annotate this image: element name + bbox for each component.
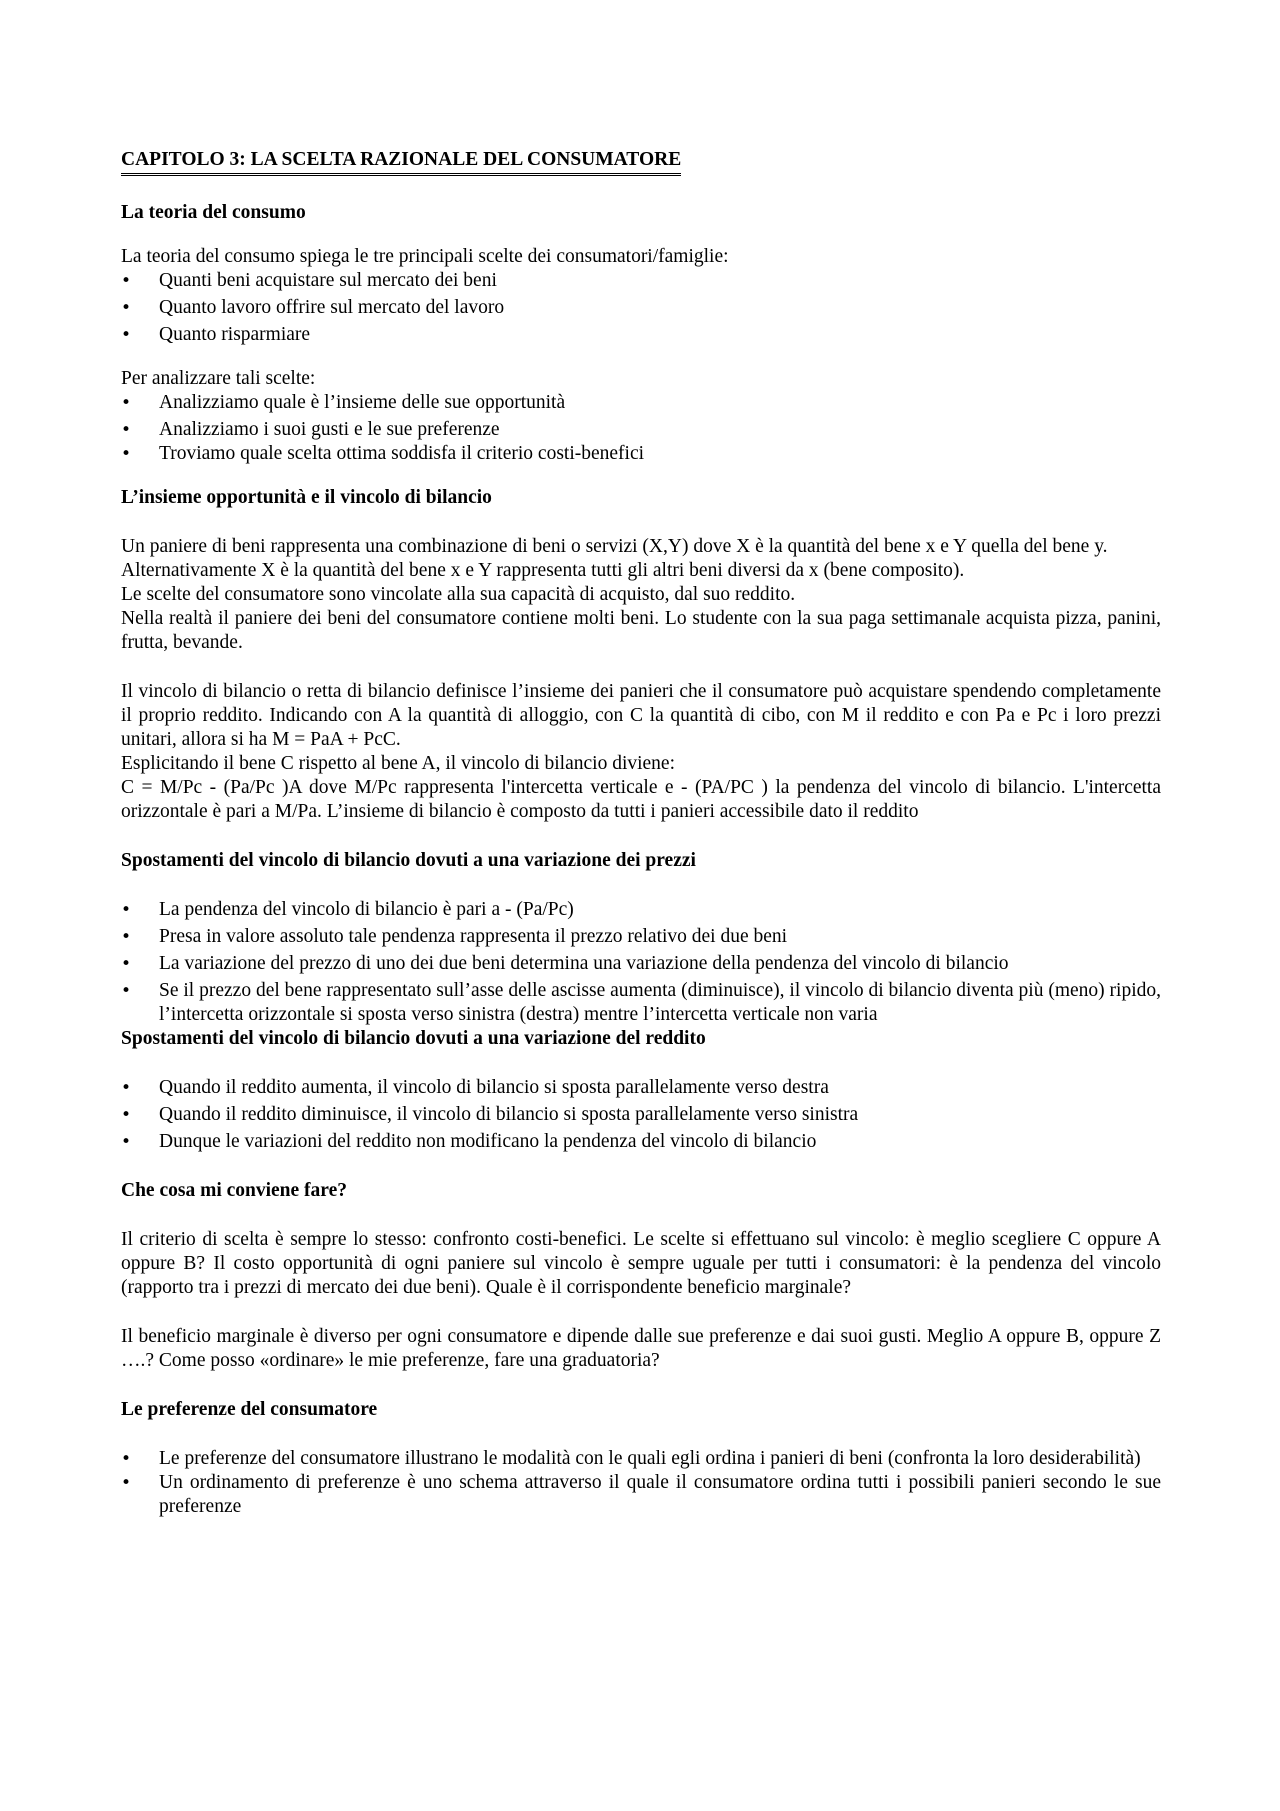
section-heading-preferenze: Le preferenze del consumatore (121, 1399, 378, 1420)
document-body (121, 148, 1161, 1519)
analysis-list (121, 391, 1161, 466)
list-item: • Le preferenze del consumatore illustrano le modalità con le quali egli ordina i panieri di beni (confronta la loro desiderabilità) (121, 1447, 1161, 1471)
list-item: • La variazione del prezzo di uno dei due beni determina una variazione della pendenza del vincolo di bilancio (121, 952, 1161, 976)
prezzi-list (121, 898, 1161, 1027)
list-item: • Quanto risparmiare (121, 323, 1161, 347)
conviene-paragraph-1: Il criterio di scelta è sempre lo stesso: confronto costi-benefici. Le scelte si effettuano sul vincolo: è meglio scegliere C oppure A oppure B? Il costo opportunità di ogni paniere sul vincolo è sempre uguale per tutti i consumatori: è la pendenza del vincolo (rapporto tra i prezzi di mercato dei due beni). Quale è il corrispondente beneficio marginale? (121, 1229, 1161, 1298)
list-item: • Se il prezzo del bene rappresentato sull’asse delle ascisse aumenta (diminuisce), il vincolo di bilancio diventa più (meno) ripido, l’intercetta orizzontale si sposta verso sinistra (destra) mentre l’intercetta verticale non varia (121, 979, 1161, 1027)
list-item: • Presa in valore assoluto tale pendenza rappresenta il prezzo relativo dei due beni (121, 925, 1161, 949)
reddito-list (121, 1076, 1161, 1154)
section-heading-opportunita: L’insieme opportunità e il vincolo di bilancio (121, 487, 492, 508)
preferenze-list (121, 1447, 1161, 1519)
section-heading-reddito: Spostamenti del vincolo di bilancio dovuti a una variazione del reddito (121, 1028, 706, 1049)
conviene-paragraph-2: Il beneficio marginale è diverso per ogni consumatore e dipende dalle sue preferenze e dai suoi gusti. Meglio A oppure B, oppure Z ….? Come posso «ordinare» le mie preferenze, fare una graduatoria? (121, 1326, 1161, 1371)
paragraph-line: Il vincolo di bilancio o retta di bilancio definisce l’insieme dei panieri che il consumatore può acquistare spendendo completamente il proprio reddito. Indicando con A la quantità di alloggio, con C la quantità di cibo, con M il reddito e con Pa e Pc i loro prezzi unitari, allora si ha M = PaA + PcC. (121, 681, 1161, 750)
consumo-intro: La teoria del consumo spiega le tre principali scelte dei consumatori/famiglie: (121, 246, 729, 267)
list-item: • Troviamo quale scelta ottima soddisfa il criterio costi-benefici (121, 442, 1161, 466)
list-item: • Un ordinamento di preferenze è uno schema attraverso il quale il consumatore ordina tutti i possibili panieri secondo le sue preferenze (121, 1471, 1161, 1519)
list-item: • Analizziamo quale è l’insieme delle sue opportunità (121, 391, 1161, 415)
list-item: • La pendenza del vincolo di bilancio è pari a - (Pa/Pc) (121, 898, 1161, 922)
list-item: • Quanto lavoro offrire sul mercato del lavoro (121, 296, 1161, 320)
section-heading-prezzi: Spostamenti del vincolo di bilancio dovuti a una variazione dei prezzi (121, 850, 696, 871)
paragraph-line: Esplicitando il bene C rispetto al bene A, il vincolo di bilancio diviene: (121, 753, 676, 774)
section-heading-consumo: La teoria del consumo (121, 202, 306, 223)
paragraph-line: Le scelte del consumatore sono vincolate alla sua capacità di acquisto, dal suo reddito. (121, 584, 796, 605)
formula-paragraph: C = M/Pc - (Pa/Pc )A dove M/Pc rappresenta l'intercetta verticale e - (PA/PC ) la pendenza del vincolo di bilancio. L'intercetta orizzontale è pari a M/Pa. L’insieme di bilancio è composto da tutti i panieri accessibile dato il reddito (121, 777, 1161, 822)
list-item: • Analizziamo i suoi gusti e le sue preferenze (121, 418, 1161, 442)
section-heading-conviene: Che cosa mi conviene fare? (121, 1180, 348, 1201)
chapter-title: CAPITOLO 3: LA SCELTA RAZIONALE DEL CONSUMATORE (121, 149, 681, 176)
analysis-intro: Per analizzare tali scelte: (121, 368, 316, 389)
list-item: • Quando il reddito diminuisce, il vincolo di bilancio si sposta parallelamente verso sinistra (121, 1103, 1161, 1127)
consumo-list (121, 269, 1161, 347)
list-item: • Dunque le variazioni del reddito non modificano la pendenza del vincolo di bilancio (121, 1130, 1161, 1154)
paragraph-line: Un paniere di beni rappresenta una combinazione di beni o servizi (X,Y) dove X è la quantità del bene x e Y quella del bene y. (121, 536, 1108, 557)
list-item: • Quando il reddito aumenta, il vincolo di bilancio si sposta parallelamente verso destra (121, 1076, 1161, 1100)
list-item: • Quanti beni acquistare sul mercato dei beni (121, 269, 1161, 293)
paragraph-line: Alternativamente X è la quantità del bene x e Y rappresenta tutti gli altri beni diversi da x (bene composito). (121, 560, 965, 581)
paragraph-line: Nella realtà il paniere dei beni del consumatore contiene molti beni. Lo studente con la sua paga settimanale acquista pizza, panini, frutta, bevande. (121, 608, 1161, 653)
